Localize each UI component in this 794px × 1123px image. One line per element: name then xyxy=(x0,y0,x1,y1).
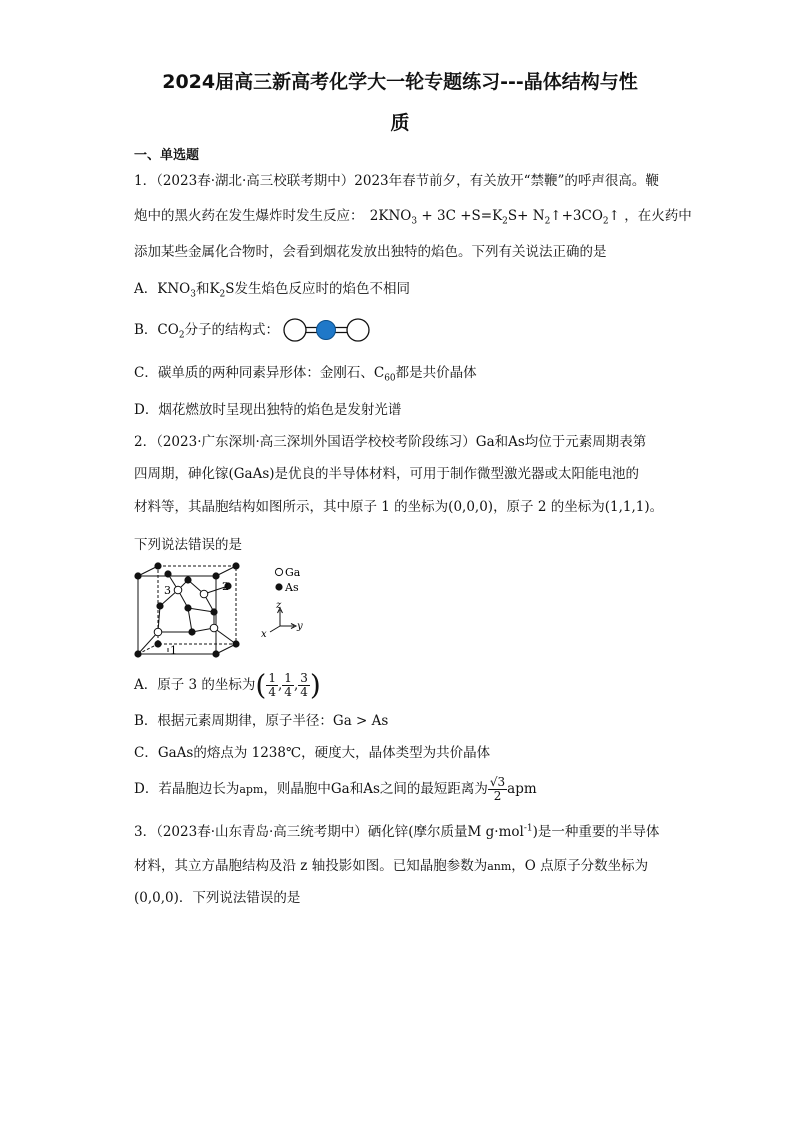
document-title-line2: 质 xyxy=(390,112,410,134)
co2-structure-model xyxy=(282,314,374,346)
q1-line2 xyxy=(134,206,692,226)
q2-line2: 四周期，砷化镓(GaAs)是优良的半导体材料，可用于制作微型激光器或太阳能电池的 xyxy=(134,466,640,482)
as-legend-marker xyxy=(275,583,282,590)
carbon-atom xyxy=(317,321,336,340)
q2-line4: 下列说法错误的是 xyxy=(134,537,242,553)
gaas-unit-cell-figure xyxy=(128,560,318,665)
q1-line1: 1．（2023春·湖北·高三校联考期中）2023年春节前夕，有关放开“禁鞭”的呼声很高。鞭 xyxy=(134,173,659,189)
svg-text:x: x xyxy=(261,629,267,640)
q2-option-d: D．若晶胞边长为apm，则晶胞中Ga和As之间的最短距离为 $\frac{√3}{2}$ apm xyxy=(134,775,537,803)
q1-option-a: A．$KNO_3$和$K_2S$发生焰色反应时的焰色不相同 xyxy=(134,281,411,300)
q3-line3: (0,0,0)．下列说法错误的是 xyxy=(134,890,301,906)
q3-line1: 3．（2023春·山东青岛·高三统考期中）硒化锌(摩尔质量M g·mol$^{-1}$)是一种重要的半导体 xyxy=(134,823,660,840)
ga-legend-marker xyxy=(275,568,282,575)
q2-line1: 2．（2023·广东深圳·高三深圳外国语学校校考阶段练习）Ga和As均位于元素周期表第 xyxy=(134,434,647,450)
as-legend-label: As xyxy=(285,581,299,594)
q2-option-a: A．原子 3 的坐标为( $\frac{1}{4}$ , $\frac{1}{4}$ , $\frac{3}{4}$ ) xyxy=(134,668,321,702)
q1-line2-tail: ，在火药中 xyxy=(624,208,692,224)
q1-line3: 添加某些金属化合物时，会看到烟花发放出独特的焰色。下列有关说法正确的是 xyxy=(134,244,607,260)
svg-text:y: y xyxy=(297,621,303,632)
oxygen-atom-right xyxy=(347,319,369,341)
svg-text:1: 1 xyxy=(170,644,177,657)
svg-text:2: 2 xyxy=(222,580,229,593)
svg-text:3: 3 xyxy=(164,584,171,597)
q2-option-b: B．根据元素周期律，原子半径：Ga > As xyxy=(134,713,389,729)
q2-line3: 材料等，其晶胞结构如图所示，其中原子 1 的坐标为(0,0,0)，原子 2 的坐标为(1,1,1)。 xyxy=(134,499,664,515)
q1-equation: $2KNO_3 + 3C +S=K_2S+$ $N_2↑+3CO_2↑$ xyxy=(369,208,620,227)
document-title-line1: 2024届高三新高考化学大一轮专题练习---晶体结构与性 xyxy=(162,71,638,93)
oxygen-atom-left xyxy=(284,319,306,341)
q2-option-c: C．GaAs的熔点为 1238℃，硬度大，晶体类型为共价晶体 xyxy=(134,745,491,761)
coordinate-axes xyxy=(270,608,296,632)
q1-line2-text: 炮中的黑火药在发生爆炸时发生反应： xyxy=(134,208,364,224)
q3-line2: 材料，其立方晶胞结构及沿 z 轴投影如图。已知晶胞参数为anm，O 点原子分数坐标为 xyxy=(134,858,649,874)
ga-legend-label: Ga xyxy=(285,566,301,579)
section-heading: 一、单选题 xyxy=(134,148,200,163)
svg-text:z: z xyxy=(276,600,282,611)
q1-option-c: C．碳单质的两种同素异形体：金刚石、$C_{60}$都是共价晶体 xyxy=(134,365,477,384)
q1-option-b: B．$CO_2$分子的结构式： xyxy=(134,322,280,341)
q1-option-d: D．烟花燃放时呈现出独特的焰色是发射光谱 xyxy=(134,402,402,418)
